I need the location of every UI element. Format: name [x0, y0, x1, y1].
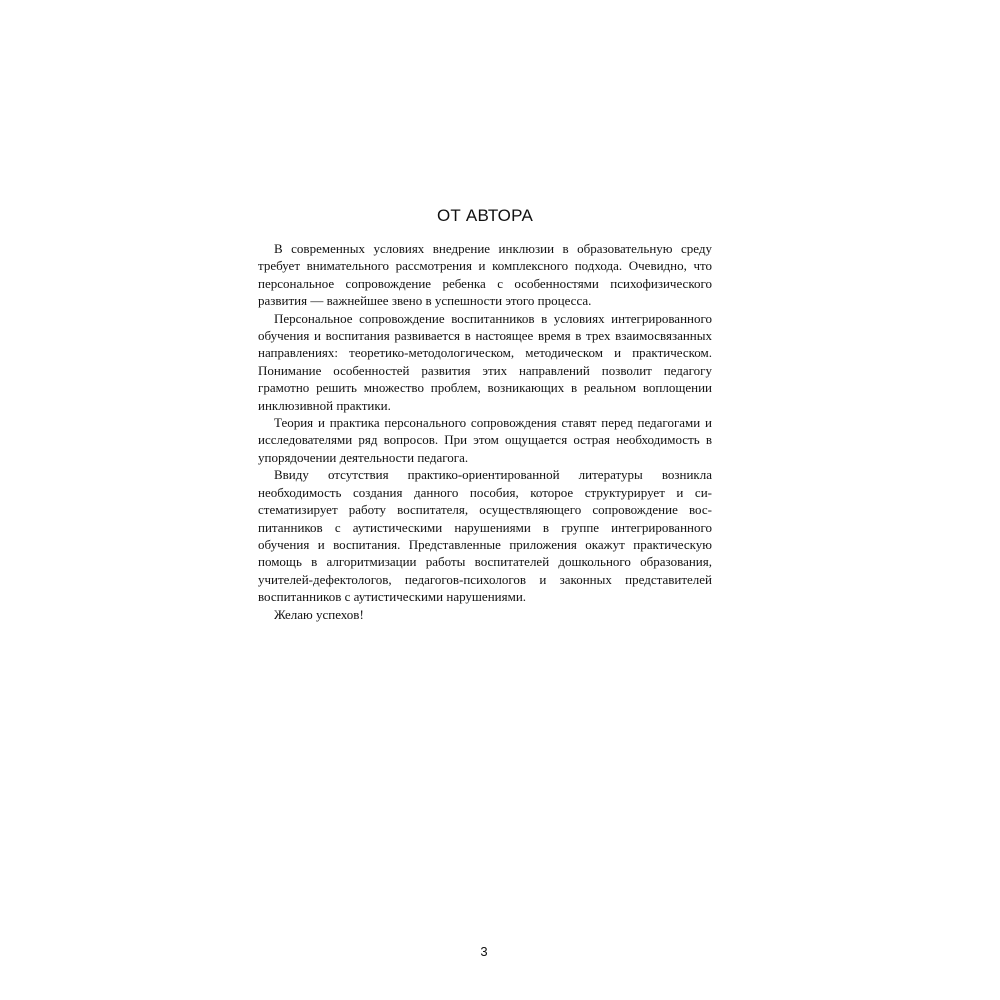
- paragraph-closing: Желаю успехов!: [274, 606, 364, 622]
- page-content: [258, 206, 712, 623]
- paragraph-1: В современных условиях внедрение инклюзии в образовательную среду требует внимательного рассмотрения и комплексного подхода. Очевидно, что персональное сопровождение ребенка с особенностями психофизического развития — важнейшее звено в успешности этого процесса.: [258, 241, 712, 309]
- paragraph-2: Персональное сопровождение воспитанников в условиях интегрированного обучения и воспитания развивается в настоящее время в трех взаимосвязанных направлениях: теоретико-методологическом, методическом и практическом. Понимание особенностей развития этих направлений позволит педагогу грамотно решить множество проблем, возникающих в реальном воплощении инклюзивной практики.: [258, 310, 712, 413]
- page-number: 3: [480, 944, 488, 959]
- paragraph-3: Теория и практика персонального сопровождения ставят перед педагогами и исследователями ряд вопросов. При этом ощущается острая необходимость в упорядочении деятельности педагога.: [258, 415, 712, 465]
- paragraph-4: Ввиду отсутствия практико-ориентированной литературы возникла необходимость создания данного пособия, которое структурирует и систематизирует работу воспитателя, осуществляющего сопровождение воспитанников с аутистическими нарушениями в группе интегрированного обучения и воспитания. Представленные приложения окажут практическую помощь в алгоритмизации работы воспитателей дошкольного образования, учителей-дефектологов, педагогов-психологов и законных представителей воспитанников с аутистическими нарушениями.: [258, 467, 712, 605]
- page-title: ОТ АВТОРА: [436, 206, 534, 225]
